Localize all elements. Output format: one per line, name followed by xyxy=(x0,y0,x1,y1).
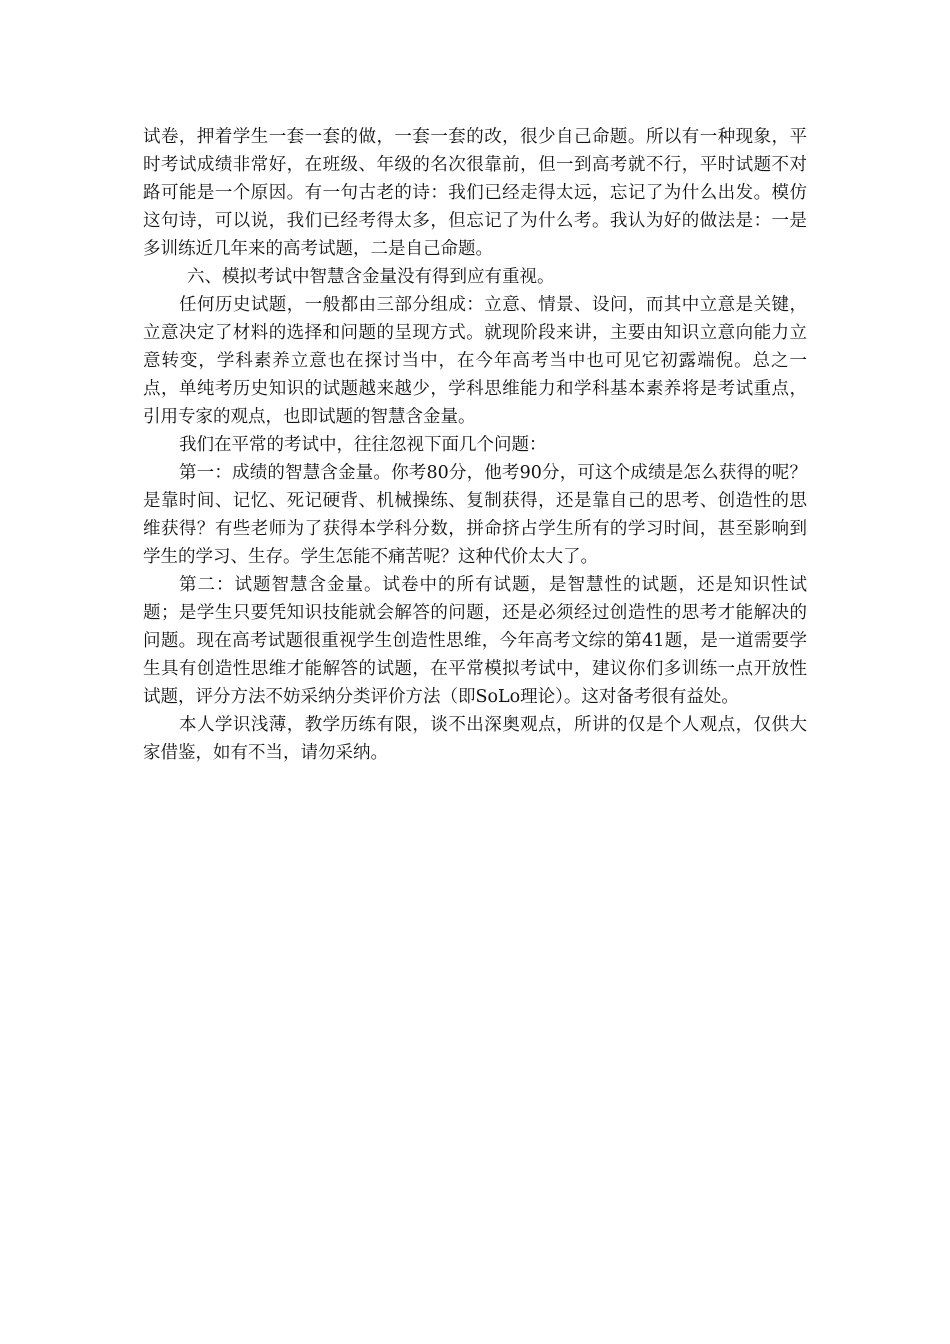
paragraph-closing: 本人学识浅薄，教学历练有限，谈不出深奥观点，所讲的仅是个人观点，仅供大家借鉴，如有不当，请勿采纳。 xyxy=(143,715,807,763)
document-body xyxy=(143,123,807,767)
paragraph-continuation: 试卷，押着学生一套一套的做，一套一套的改，很少自己命题。所以有一种现象，平时考试成绩非常好，在班级、年级的名次很靠前，但一到高考就不行，平时试题不对路可能是一个原因。有一句古老的诗：我们已经走得太远，忘记了为什么出发。模仿这句诗，可以说，我们已经考得太多，但忘记了为什么考。我认为好的做法是：一是多训练近几年来的高考试题，二是自己命题。 xyxy=(143,127,807,259)
section-heading: 六、模拟考试中智慧含金量没有得到应有重视。 xyxy=(187,267,555,287)
paragraph-issues-intro: 我们在平常的考试中，往往忽视下面几个问题： xyxy=(179,435,547,455)
paragraph-first-issue: 第一：成绩的智慧含金量。你考80分，他考90分，可这个成绩是怎么获得的呢？是靠时间、记忆、死记硬背、机械操练、复制获得，还是靠自己的思考、创造性的思维获得？有些老师为了获得本学科分数，拼命挤占学生所有的学习时间，甚至影响到学生的学习、生存。学生怎能不痛苦呢？这种代价太大了。 xyxy=(143,463,807,567)
paragraph-test-composition: 任何历史试题，一般都由三部分组成：立意、情景、设问，而其中立意是关键，立意决定了材料的选择和问题的呈现方式。就现阶段来讲，主要由知识立意向能力立意转变，学科素养立意也在探讨当中，在今年高考当中也可见它初露端倪。总之一点，单纯考历史知识的试题越来越少，学科思维能力和学科基本素养将是考试重点，引用专家的观点，也即试题的智慧含金量。 xyxy=(143,295,807,427)
paragraph-second-issue: 第二：试题智慧含金量。试卷中的所有试题，是智慧性的试题，还是知识性试题；是学生只要凭知识技能就会解答的问题，还是必须经过创造性的思考才能解决的问题。现在高考试题很重视学生创造性思维，今年高考文综的第41题，是一道需要学生具有创造性思维才能解答的试题，在平常模拟考试中，建议你们多训练一点开放性试题，评分方法不妨采纳分类评价方法（即SoLo理论）。这对备考很有益处。 xyxy=(143,575,807,707)
